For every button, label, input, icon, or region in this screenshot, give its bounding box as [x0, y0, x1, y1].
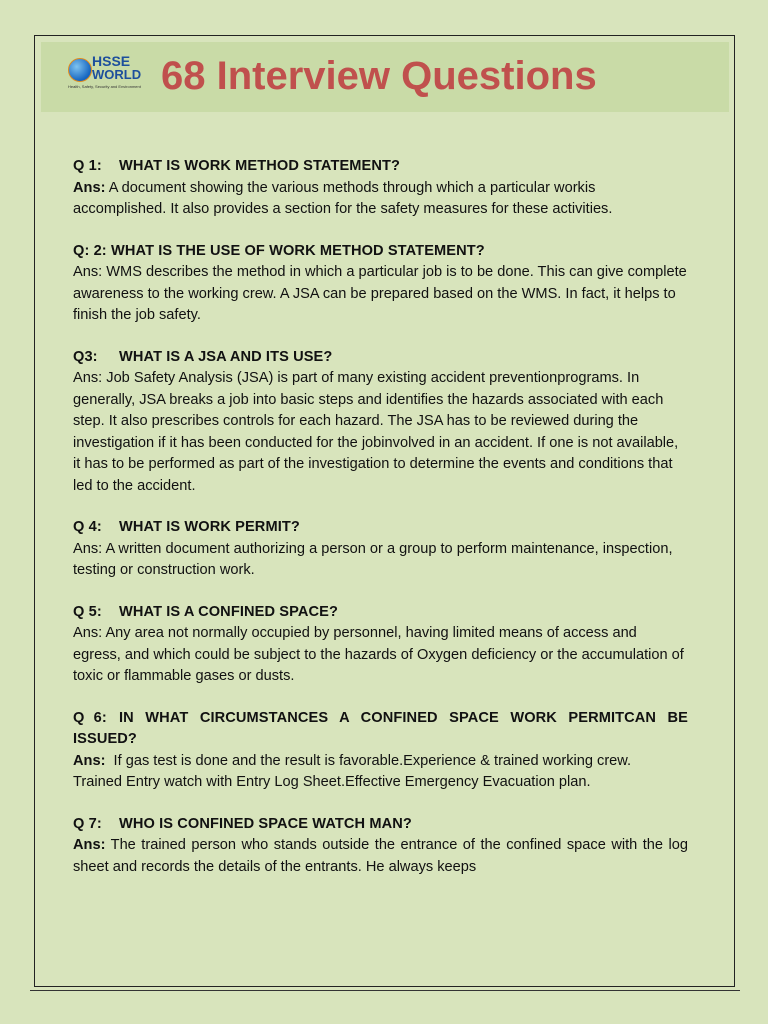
answer-label: Ans:: [73, 370, 103, 386]
globe-icon: [68, 58, 92, 82]
question-text: WHAT IS WORK PERMIT?: [119, 519, 300, 535]
question: [73, 156, 688, 178]
answer-text: Any area not normally occupied by personnel, having limited means of access and egress, and which could be subject to the hazards of Oxygen deficiency or the accumulation of toxic or flammable gases or dusts.: [73, 625, 684, 684]
question-number: Q 4:: [73, 519, 102, 535]
question-text: IN WHAT CIRCUMSTANCES A CONFINED SPACE WORK PERMITCAN BE ISSUED?: [73, 709, 688, 747]
answer: [73, 539, 688, 582]
answer-text: A written document authorizing a person or a group to perform maintenance, inspection, testing or construction work.: [73, 540, 673, 578]
answer-label: Ans:: [73, 752, 106, 769]
document-page: [34, 35, 735, 987]
question-text: WHAT IS THE USE OF WORK METHOD STATEMENT?: [111, 242, 485, 259]
qa-item: [73, 708, 688, 794]
page-title: 68 Interview Questions: [161, 54, 597, 98]
question: [73, 517, 688, 539]
answer: [73, 178, 688, 221]
answer-text: WMS describes the method in which a particular job is to be done. This can give complete awareness to the working crew. A JSA can be prepared based on the WMS. In fact, it helps to finish the job safety.: [73, 264, 687, 323]
qa-list: [73, 156, 688, 898]
question-number: Q 6:: [73, 709, 107, 726]
hsse-world-logo: [68, 54, 148, 98]
question-number: Q: 2:: [73, 242, 107, 259]
qa-item: [73, 347, 688, 498]
question: [73, 814, 688, 836]
question-number: Q 7:: [73, 815, 102, 832]
logo-tagline: Health, Safety, Security and Environment: [68, 84, 141, 89]
qa-item: [73, 814, 688, 879]
answer-text: Job Safety Analysis (JSA) is part of many existing accident preventionprograms. In generally, JSA breaks a job into basic steps and identifies the hazards associated with each step. It also prescribes controls for each hazard. The JSA has to be reviewed during the investigation if it has been conducted for the jobinvolved in an accident. If one is not available, it has to be performed as part of the investigation to determine the events and conditions that led to the accident.: [73, 370, 679, 494]
question-text: WHAT IS A CONFINED SPACE?: [119, 603, 338, 620]
bottom-divider: [30, 990, 740, 991]
answer-continued: Trained Entry watch with Entry Log Sheet.Effective Emergency Evacuation plan.: [73, 774, 591, 790]
qa-item: [73, 241, 688, 327]
question: [73, 241, 688, 263]
qa-item: [73, 517, 688, 582]
answer: [73, 835, 688, 878]
question-number: Q 1:: [73, 158, 102, 174]
question: [73, 347, 688, 369]
logo-text-world: WORLD: [92, 67, 142, 82]
answer: [73, 751, 688, 773]
question-number: Q 5:: [73, 603, 102, 620]
logo-text-hsse: HSSE: [92, 53, 131, 69]
answer-text: If gas test is done and the result is favorable.Experience & trained working crew.: [113, 752, 632, 769]
header-banner: [41, 42, 729, 112]
answer-text: The trained person who stands outside the entrance of the confined space with the log sheet and records the details of the entrants. He always keeps: [73, 837, 688, 875]
question-text: WHO IS CONFINED SPACE WATCH MAN?: [119, 815, 412, 832]
answer-label: Ans:: [73, 179, 106, 196]
question-text: WHAT IS A JSA AND ITS USE?: [119, 348, 333, 365]
qa-item: [73, 156, 688, 221]
answer: [73, 368, 688, 497]
answer-label: Ans:: [73, 264, 103, 280]
answer: [73, 262, 688, 327]
question-number: Q3:: [73, 348, 98, 365]
answer-label: Ans:: [73, 625, 103, 641]
question-text: WHAT IS WORK METHOD STATEMENT?: [119, 158, 401, 174]
answer: [73, 623, 688, 688]
question: [73, 602, 688, 624]
answer-label: Ans:: [73, 837, 106, 853]
answer-label: Ans:: [73, 540, 103, 557]
answer-text: A document showing the various methods through which a particular workis accomplished. It also provides a section for the safety measures for these activities.: [73, 179, 613, 217]
question: [73, 708, 688, 751]
qa-item: [73, 602, 688, 688]
